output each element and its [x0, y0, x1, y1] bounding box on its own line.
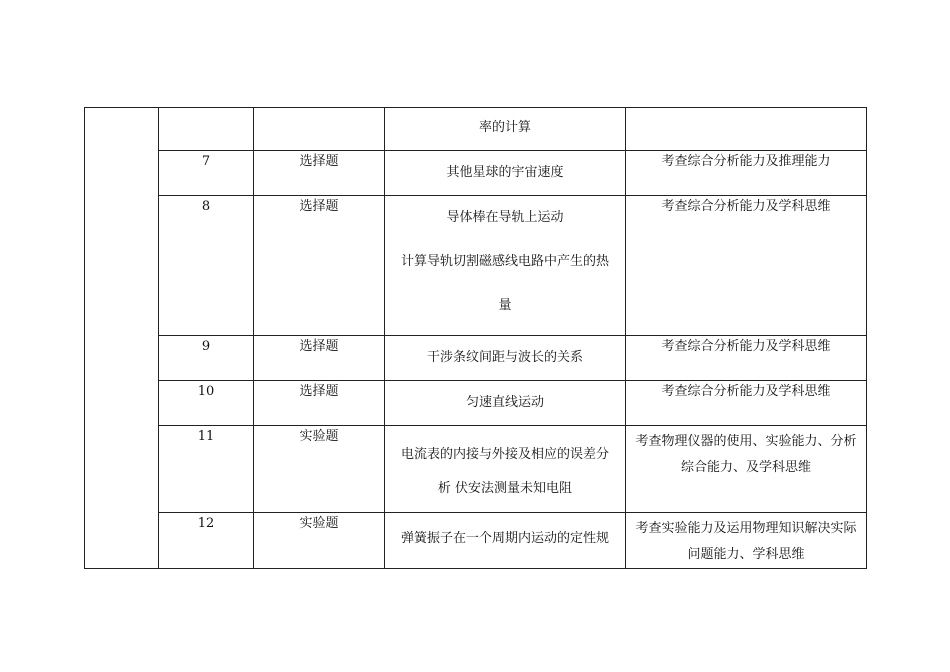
table-row: [85, 513, 867, 569]
topic-cell: [385, 196, 626, 336]
type-cell: 选择题: [254, 151, 385, 196]
num-cell: 7: [159, 151, 254, 196]
num-cell: 10: [159, 381, 254, 426]
num-cell: 12: [159, 513, 254, 569]
topic-cell: [385, 336, 626, 381]
type-cell: 选择题: [254, 381, 385, 426]
topic-cell: [385, 151, 626, 196]
table-row: [85, 196, 867, 336]
num-cell: 8: [159, 196, 254, 336]
goal-cell: [626, 108, 867, 151]
type-cell: 实验题: [254, 513, 385, 569]
topic-line: 析 伏安法测量未知电阻: [437, 481, 573, 496]
type-cell: [254, 108, 385, 151]
table-row: [85, 336, 867, 381]
type-cell: 选择题: [254, 196, 385, 336]
topic-line: 其他星球的宇宙速度: [446, 165, 564, 180]
topic-cell: [385, 426, 626, 513]
table-row: [85, 426, 867, 513]
goal-cell: 考查综合分析能力及学科思维: [626, 336, 867, 381]
topic-cell: [385, 381, 626, 426]
topic-line: 干涉条纹间距与波长的关系: [426, 350, 583, 365]
num-cell: 11: [159, 426, 254, 513]
topic-line: 电流表的内接与外接及相应的误差分: [400, 447, 609, 462]
topic-line: 匀速直线运动: [465, 395, 544, 410]
num-cell: [159, 108, 254, 151]
table-row: [85, 151, 867, 196]
topic-cell: [385, 108, 626, 151]
topic-line: 计算导轨切割磁感线电路中产生的热: [400, 254, 609, 269]
type-cell: 实验题: [254, 426, 385, 513]
goal-cell: 考查综合分析能力及学科思维: [626, 196, 867, 336]
type-cell: 选择题: [254, 336, 385, 381]
table-row: [85, 381, 867, 426]
syllabus-table: [84, 107, 867, 569]
table-row: [85, 108, 867, 151]
goal-cell: 考查综合分析能力及学科思维: [626, 381, 867, 426]
goal-cell: 考查实验能力及运用物理知识解决实际问题能力、学科思维: [626, 513, 867, 569]
topic-line: 导体棒在导轨上运动: [446, 210, 564, 225]
topic-line: 弹簧振子在一个周期内运动的定性规: [400, 531, 609, 546]
num-cell: 9: [159, 336, 254, 381]
category-cell: [85, 108, 159, 569]
topic-line: 率的计算: [478, 120, 531, 135]
topic-cell: [385, 513, 626, 569]
topic-line: 量: [498, 298, 512, 313]
goal-cell: 考查物理仪器的使用、实验能力、分析综合能力、及学科思维: [626, 426, 867, 513]
goal-cell: 考查综合分析能力及推理能力: [626, 151, 867, 196]
